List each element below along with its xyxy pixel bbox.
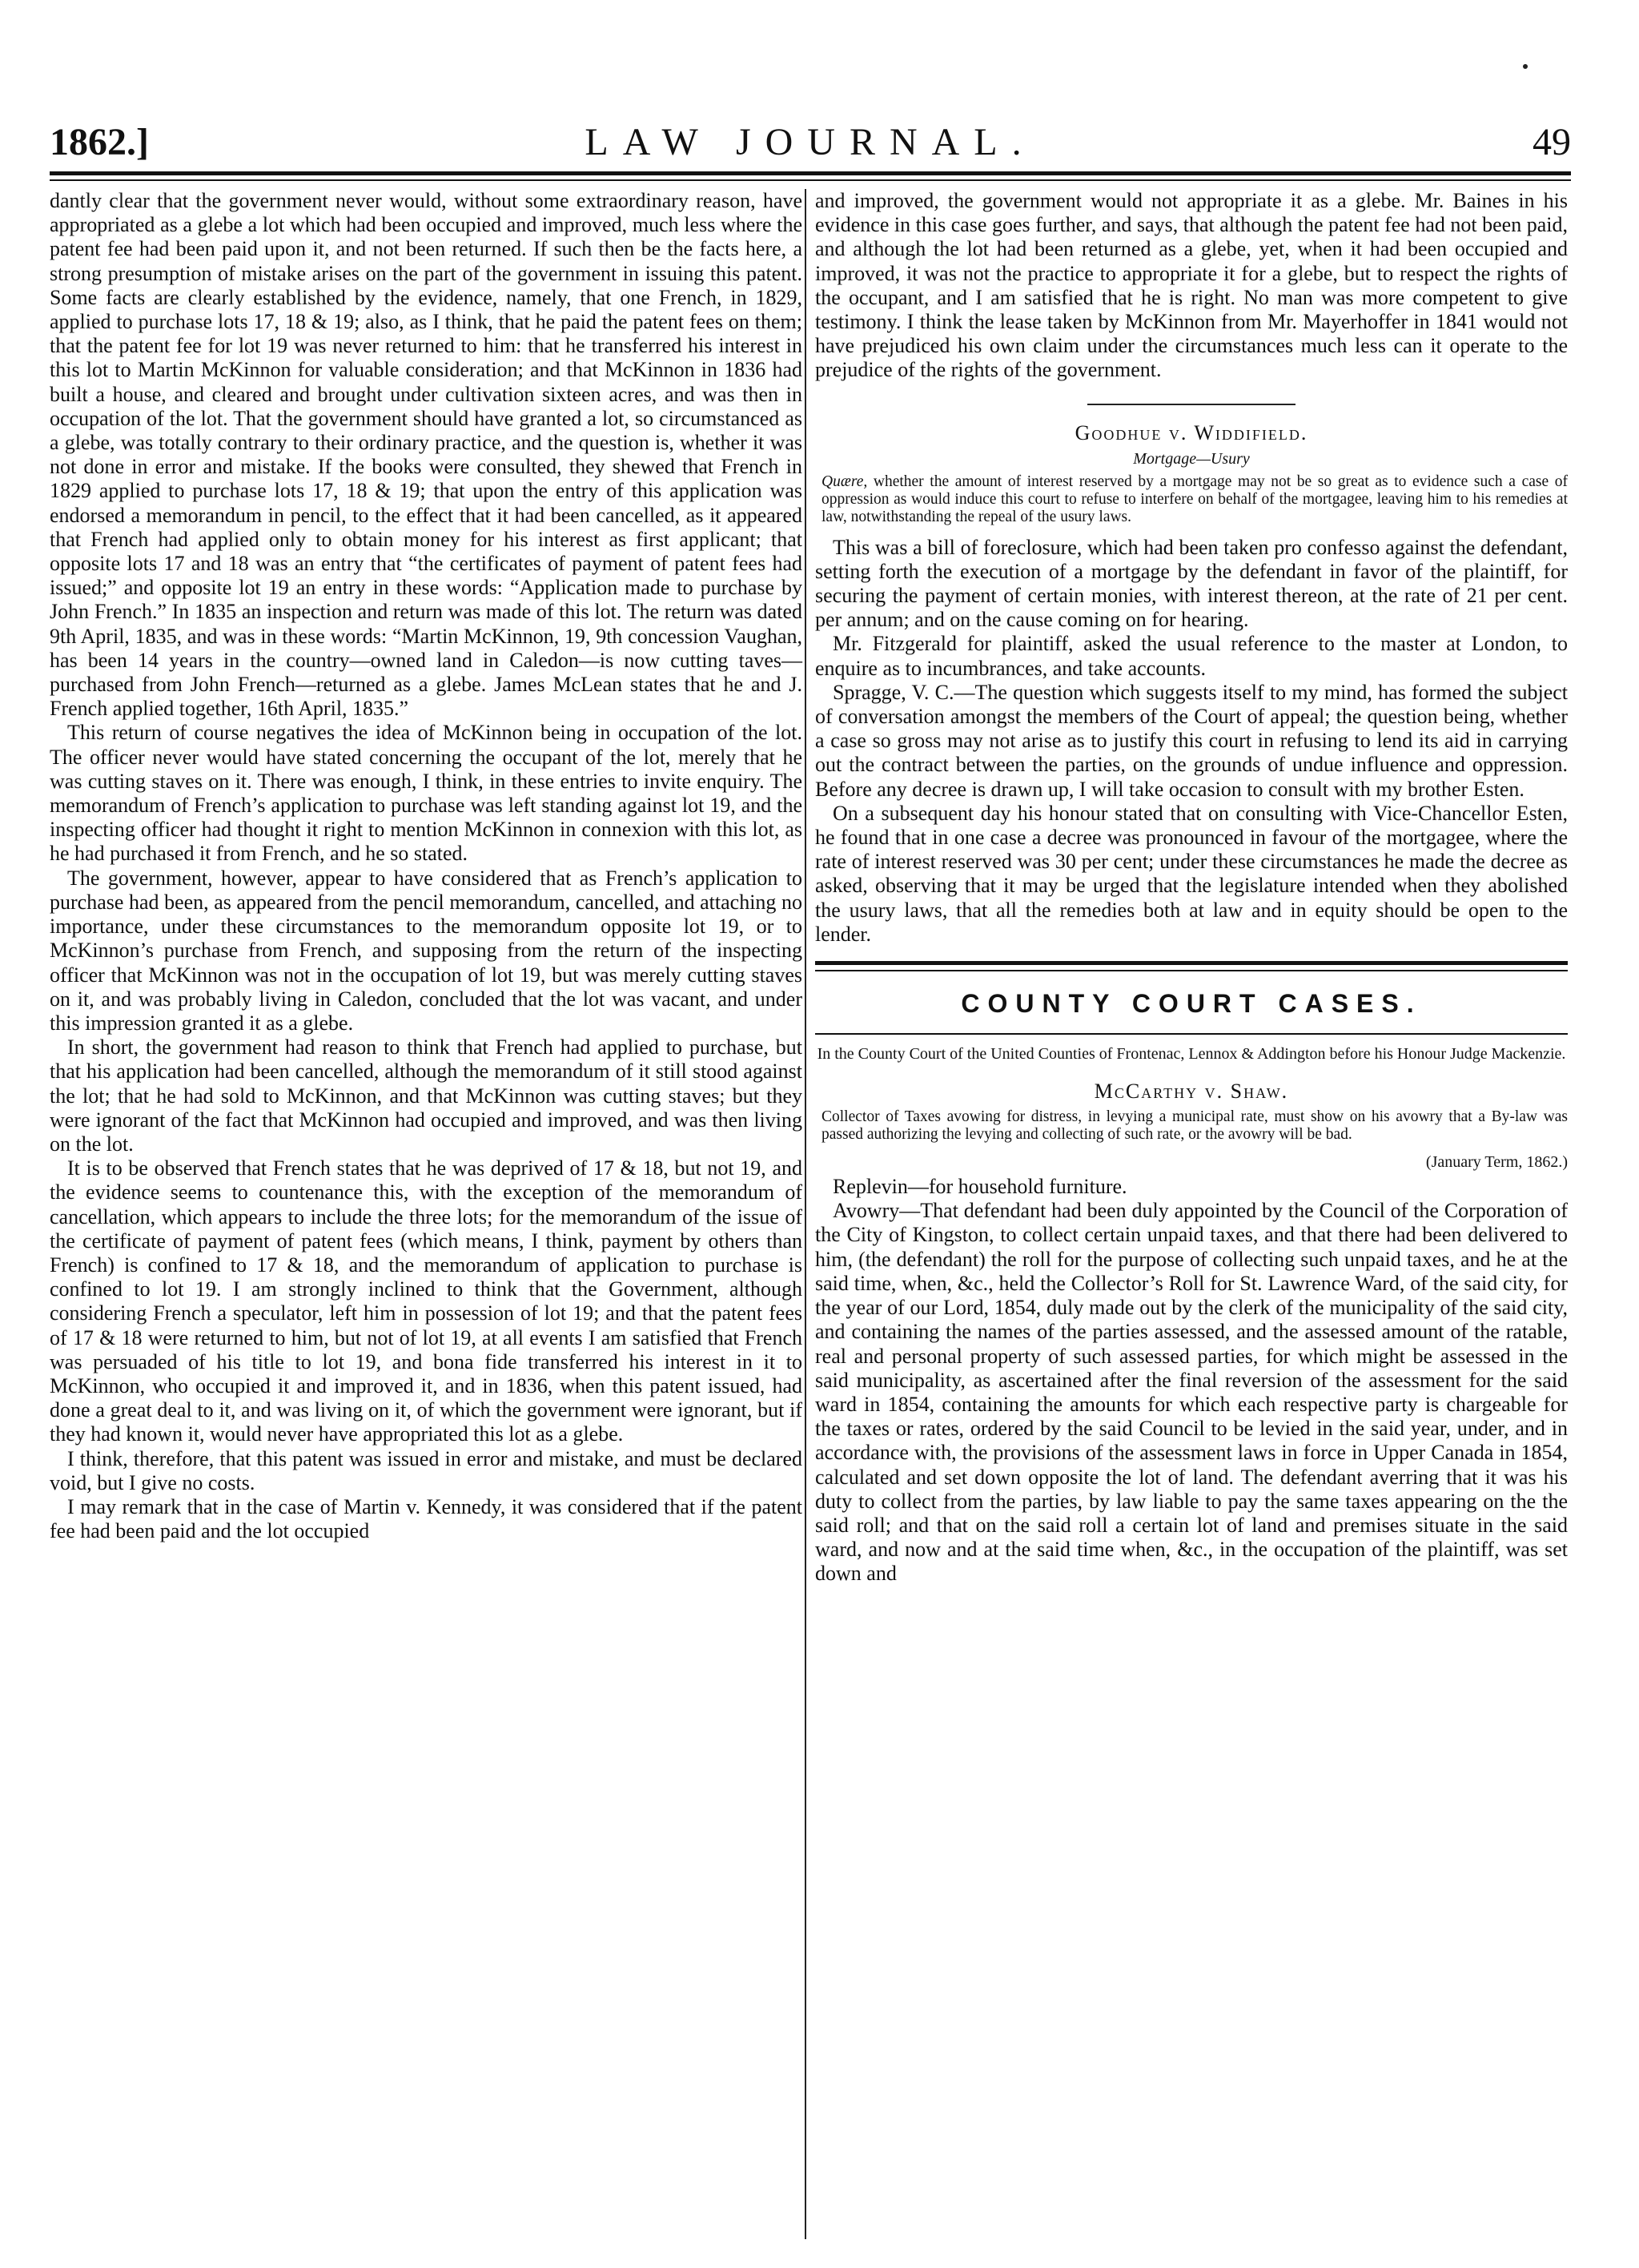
body-paragraph: Avowry—That defendant had been duly appointed by the Council of the Corporation of the City of Kingston, to collect certain unpaid taxes, and that there had been delivered to him, (the defendant) the roll for the purpose of collecting such unpaid taxes, and he at the said time, when, &c., held the Collector’s Roll for St. Lawrence Ward, of the said city, for the year of our Lord, 1854, duly made out by the clerk of the municipality of the said city, and containing the names of the parties assessed, and the assessed amount of the ratable, real and personal property of such assessed parties, for which might be assessed in the said municipality, as ascertained after the final reversion of the assessment for the said ward in 1854, containing the amounts for which each respective party is chargeable for the taxes or rates, ordered by the said Council to be levied in the said year, under, and in accordance with, the provisions of the assessment laws in force in Upper Canada in 1854, calculated and set down opposite the lot of land. The defendant averring that it was his duty to collect from the parties, by law liable to pay the same taxes appearing on the the said roll; and that on the said roll a certain lot of land and premises situate in the said ward, and now and at the said time when, &c., in the occupation of the plaintiff, was set down and <box>815 1199 1568 1586</box>
column-divider <box>805 189 806 2239</box>
body-paragraph: Mr. Fitzgerald for plaintiff, asked the usual reference to the master at London, to enquire as to incumbrances, and take accounts. <box>815 632 1568 680</box>
page-number: 49 <box>1533 121 1571 163</box>
court-note: In the County Court of the United Counties of Frontenac, Lennox & Addington before his Honour Judge Mackenzie. <box>817 1045 1566 1064</box>
body-paragraph: In short, the government had reason to think that French had applied to purchase, but that his application had been cancelled, although the memorandum of it still stood against the lot; that he had sold to McKinnon, and that McKinnon was cutting staves; but they were ignorant of the fact that McKinnon had occupied and improved, and was then living on the lot. <box>50 1035 802 1156</box>
case-title: McCarthy v. Shaw. <box>1094 1080 1289 1104</box>
body-paragraph: I may remark that in the case of Martin v. Kennedy, it was considered that if the patent fee had been paid and the lot occupied <box>50 1494 802 1543</box>
section-title: COUNTY COURT CASES. <box>961 989 1422 1019</box>
journal-title: LAW JOURNAL. <box>584 121 1036 163</box>
body-paragraph: I think, therefore, that this patent was issued in error and mistake, and must be declared void, but I give no costs. <box>50 1446 802 1494</box>
body-paragraph: On a subsequent day his honour stated that on consulting with Vice-Chancellor Esten, he found that in one case a decree was pronounced in favour of the mortgagee, where the rate of interest reserved was 30 per cent; under these circumstances he made the decree as asked, observing that it may be urged that the legislature intended when they abolished the usury laws, that all the remedies both at law and in equity should be open to the lender. <box>815 801 1568 946</box>
section-rule <box>815 961 1568 965</box>
body-paragraph: Replevin—for household furniture. <box>833 1175 1127 1199</box>
section-rule-lower <box>815 1033 1568 1035</box>
body-paragraph: Spragge, V. C.—The question which suggests itself to my mind, has formed the subject of conversation amongst the members of the Court of appeal; the question being, whether a case so gross may not arise as to justify this court in refusing to lend its aid in carrying out the contract between the parties, on the grounds of undue influence and oppression. Before any decree is drawn up, I will take occasion to consult with my brother Esten. <box>815 680 1568 801</box>
running-head <box>50 120 1571 176</box>
continued-paragraph: and improved, the government would not appropriate it as a glebe. Mr. Baines in his evidence in this case goes further, and says, that although the patent fee had not been paid, and although the lot had been returned as a glebe, yet, when it had been occupied and improved, it was not the practice to appropriate it for a glebe, but to respect the rights of the occupant, and I am satisfied that he is right. No man was more competent to give testimony. I think the lease taken by McKinnon from Mr. Mayerhoffer in 1841 would not have prejudiced his own claim under the circumstances much less can it operate to the prejudice of the rights of the government. <box>815 189 1568 382</box>
body-paragraph: The government, however, appear to have considered that as French’s application to purchase had been, as appeared from the pencil memorandum, cancelled, and attaching no importance, under these circumstances to the memorandum opposite lot 19, or to McKinnon’s purchase from French, and supposing from the return of the inspecting officer that McKinnon was not in the occupation of lot 19, but was merely cutting staves on it, and was probably living in Caledon, concluded that the lot was vacant, and under this impression granted it as a glebe. <box>50 866 802 1035</box>
headnote-lead: Quære, <box>822 472 868 490</box>
case-title: Goodhue v. Widdifield. <box>1075 420 1308 444</box>
right-column <box>815 189 1568 1586</box>
section-rule-thin <box>815 970 1568 971</box>
headnote <box>815 473 1568 526</box>
header-rule-thin <box>50 179 1571 181</box>
headnote: Collector of Taxes avowing for distress, in levying a municipal rate, must show on his avowry that a By-law was passed authorizing the levying and collecting of such rate, or the avowry will be bad. <box>822 1108 1568 1144</box>
case-separator <box>1087 404 1296 405</box>
left-column <box>50 189 802 1543</box>
body-paragraph: This return of course negatives the idea of McKinnon being in occupation of the lot. The officer never would have stated concerning the occupant of the lot, merely that he was cutting staves on it. There was enough, I think, in these entries to invite enquiry. The memorandum of French’s application to purchase was left standing against lot 19, and the inspecting officer had thought it right to mention McKinnon in connexion with this lot, as he had purchased it from French, and he so stated. <box>50 721 802 866</box>
headnote-text: whether the amount of interest reserved by a mortgage may not be so great as to evidence such a case of oppression as would induce this court to refuse to interfere on behalf of the mortgagee, leaving him to his remedies at law, notwithstanding the repeal of the usury laws. <box>822 472 1568 525</box>
body-paragraph: This was a bill of foreclosure, which had been taken pro confesso against the defendant, setting forth the execution of a mortgage by the defendant in favor of the plaintiff, for securing the payment of certain monies, with interest thereon, at the rate of 21 per cent. per annum; and on the cause coming on for hearing. <box>815 535 1568 632</box>
ink-speck <box>1523 64 1528 69</box>
year-label: 1862.] <box>50 121 149 163</box>
term-date: (January Term, 1862.) <box>1425 1153 1568 1172</box>
body-paragraph: dantly clear that the government never would, without some extraordinary reason, have appropriated as a glebe a lot which had been occupied and improved, much less where the patent fee had been paid upon it, and not been returned. If such then be the facts here, a strong presumption of mistake arises on the part of the government in issuing this patent. Some facts are clearly established by the evidence, namely, that one French, in 1829, applied to purchase lots 17, 18 & 19; also, as I think, that he paid the patent fees on them; that the patent fee for lot 19 was never returned to him: that he transferred his interest in this lot to Martin McKinnon for valuable consideration; and that McKinnon in 1836 had built a house, and cleared and brought under cultivation sixteen acres, and was then in occupation of the lot. That the government should have granted a lot, so circumstanced as a glebe, was totally contrary to their ordinary practice, and the question is, whether it was not done in error and mistake. If the books were consulted, they shewed that French in 1829 applied to purchase lots 17, 18 & 19; that upon the entry of this application was endorsed a memorandum in pencil, to the effect that it had been cancelled, as it appeared that French had applied only to obtain money for his interest as first applicant; that opposite lots 17 and 18 was an entry that “the certificates of payment of patent fees had issued;” and opposite lot 19 an entry in these words: “Application made to purchase by John French.” In 1835 an inspection and return was made of this lot. The return was dated 9th April, 1835, and was in these words: “Martin McKinnon, 19, 9th concession Vaughan, has been 14 years in the country—owned land in Caledon—is now cutting taves—purchased from John French—returned as a glebe. James McLean states that he and J. French applied together, 16th April, 1835.” <box>50 189 802 721</box>
case-topic: Mortgage—Usury <box>1133 449 1250 468</box>
body-paragraph: It is to be observed that French states that he was deprived of 17 & 18, but not 19, and the evidence seems to countenance this, with the exception of the memorandum of cancellation, which appears to include the three lots; for the memorandum of the issue of the certificate of payment of patent fees (which means, I think, payment by others than French) is confined to 17 & 18, and the memorandum of application to purchase is confined to lot 19. I am strongly inclined to think that the Government, although considering French a speculator, left him in possession of lot 19; and that the patent fees of 17 & 18 were returned to him, but not of lot 19, at all events I am satisfied that French was persuaded of his title to lot 19, and bona fide transferred his interest in it to McKinnon, who occupied it and improved it, and in 1836, when this patent issued, had done a great deal to it, and was living on it, of which the government were ignorant, but if they had known it, would never have appropriated this lot as a glebe. <box>50 1156 802 1446</box>
header-rule <box>50 171 1571 175</box>
